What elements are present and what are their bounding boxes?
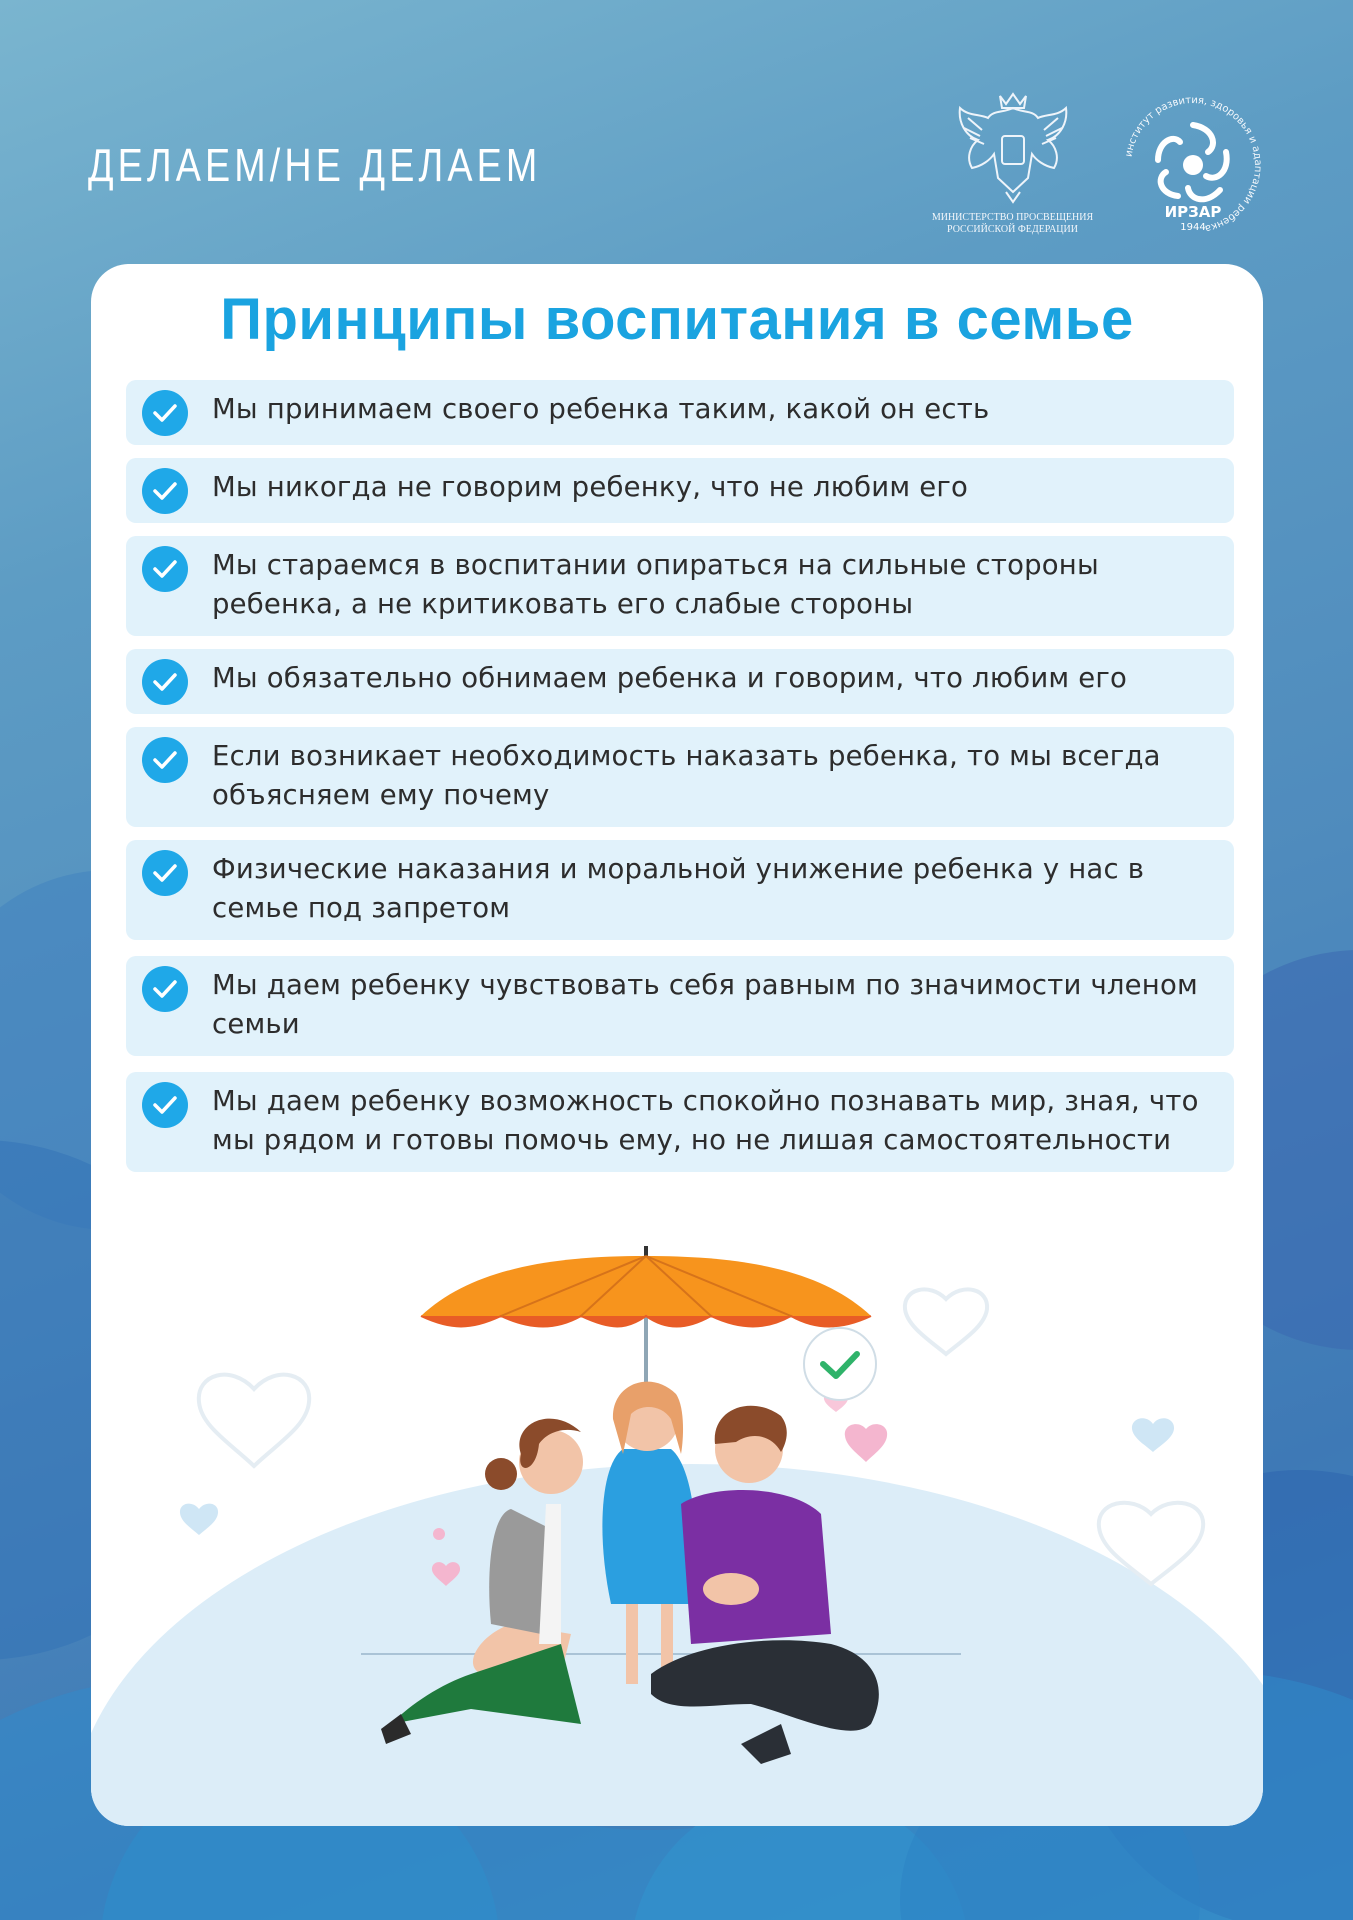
heart-icon	[180, 1504, 218, 1535]
ministry-caption-line1: МИНИСТЕРСТВО ПРОСВЕЩЕНИЯ	[931, 212, 1094, 223]
principle-item	[126, 1072, 1234, 1172]
check-icon	[142, 966, 188, 1012]
principle-item	[126, 458, 1234, 523]
irzar-ring-text: институт развития, здоровья и адаптации ребенка	[1123, 94, 1264, 234]
heart-icon	[905, 1289, 987, 1354]
principle-text: Мы никогда не говорим ребенку, что не любим его	[212, 471, 968, 503]
check-icon	[142, 659, 188, 705]
ministry-logo	[925, 88, 1100, 238]
principle-text: Мы принимаем своего ребенка таким, какой он есть	[212, 393, 990, 425]
principle-text: Мы даем ребенку возможность спокойно познавать мир, зная, что мы рядом и готовы помочь ему, но не лишая самостоятельности	[212, 1085, 1199, 1156]
heart-icon	[1132, 1418, 1174, 1452]
coat-of-arms-emblem	[948, 88, 1078, 206]
umbrella	[421, 1256, 871, 1316]
principle-text: Мы обязательно обнимаем ребенка и говорим, что любим его	[212, 662, 1128, 694]
principle-text: Физические наказания и моральной унижение ребенка у нас в семье под запретом	[212, 853, 1145, 924]
principles-card	[91, 264, 1263, 1826]
irzar-logo	[1118, 90, 1268, 240]
principle-text: Мы даем ребенку чувствовать себя равным по значимости членом семьи	[212, 969, 1198, 1040]
principle-item	[126, 956, 1234, 1056]
principle-item	[126, 380, 1234, 445]
principle-item	[126, 649, 1234, 714]
speech-bubble-check-icon	[804, 1328, 876, 1400]
check-icon	[142, 850, 188, 896]
ministry-caption-line2: РОССИЙСКОЙ ФЕДЕРАЦИИ	[947, 224, 1078, 235]
ministry-caption	[925, 212, 1100, 236]
principle-item	[126, 840, 1234, 940]
irzar-name: ИРЗАР	[1164, 203, 1222, 221]
check-icon	[142, 546, 188, 592]
check-icon	[142, 390, 188, 436]
principle-text: Если возникает необходимость наказать ребенка, то мы всегда объясняем ему почему	[212, 740, 1161, 811]
principle-item	[126, 727, 1234, 827]
check-icon	[142, 1082, 188, 1128]
card-title: Принципы воспитания в семье	[220, 287, 1134, 352]
check-icon	[142, 737, 188, 783]
principle-item	[126, 536, 1234, 636]
check-icon	[142, 468, 188, 514]
page-heading: ДЕЛАЕМ/НЕ ДЕЛАЕМ	[88, 139, 542, 191]
heart-icon	[199, 1375, 309, 1466]
principle-text: Мы стараемся в воспитании опираться на сильные стороны ребенка, а не критиковать его слабые стороны	[212, 549, 1099, 620]
heart-icon	[845, 1424, 887, 1462]
family-umbrella-illustration	[91, 1204, 1263, 1826]
irzar-year: 1944	[1180, 222, 1206, 233]
